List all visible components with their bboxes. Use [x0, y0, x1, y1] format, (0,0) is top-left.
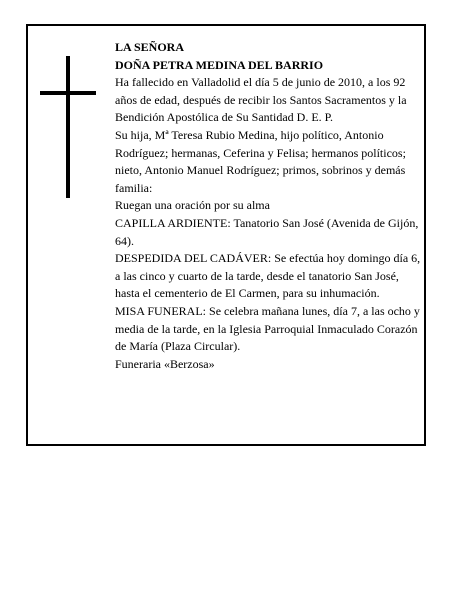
cross-icon — [40, 56, 96, 198]
prayer-request: Ruegan una oración por su alma — [115, 198, 270, 213]
funeral-home: Funeraria «Berzosa» — [115, 356, 215, 371]
obituary-notice — [26, 24, 426, 446]
notice-title-line2: DOÑA PETRA MEDINA DEL BARRIO — [115, 57, 324, 72]
chapel-paragraph: CAPILLA ARDIENTE: Tanatorio San José (Avenida de Gijón, 64). — [115, 215, 419, 248]
farewell-paragraph: DESPEDIDA DEL CADÁVER: Se efectúa hoy domingo día 6, a las cinco y cuarto de la tarde, desde el tanatorio San José, hasta el cementerio de El Carmen, para su inhumación. — [115, 251, 421, 301]
cross-vertical-bar — [66, 56, 70, 198]
notice-title-line1: LA SEÑORA — [115, 40, 185, 54]
notice-body — [115, 39, 421, 373]
family-paragraph: Su hija, Mª Teresa Rubio Medina, hijo político, Antonio Rodríguez; hermanas, Ceferina y Felisa; hermanos políticos; nieto, Antonio Manuel Rodríguez; primos, sobrinos y demás familia: — [115, 127, 406, 195]
cross-horizontal-bar — [40, 91, 96, 95]
mass-paragraph: MISA FUNERAL: Se celebra mañana lunes, día 7, a las ocho y media de la tarde, en la Iglesia Parroquial Inmaculado Corazón de María (Plaza Circular). — [115, 303, 420, 354]
death-paragraph: Ha fallecido en Valladolid el día 5 de junio de 2010, a los 92 años de edad, después de recibir los Santos Sacramentos y la Bendición Apostólica de Su Santidad D. E. P. — [115, 75, 407, 125]
